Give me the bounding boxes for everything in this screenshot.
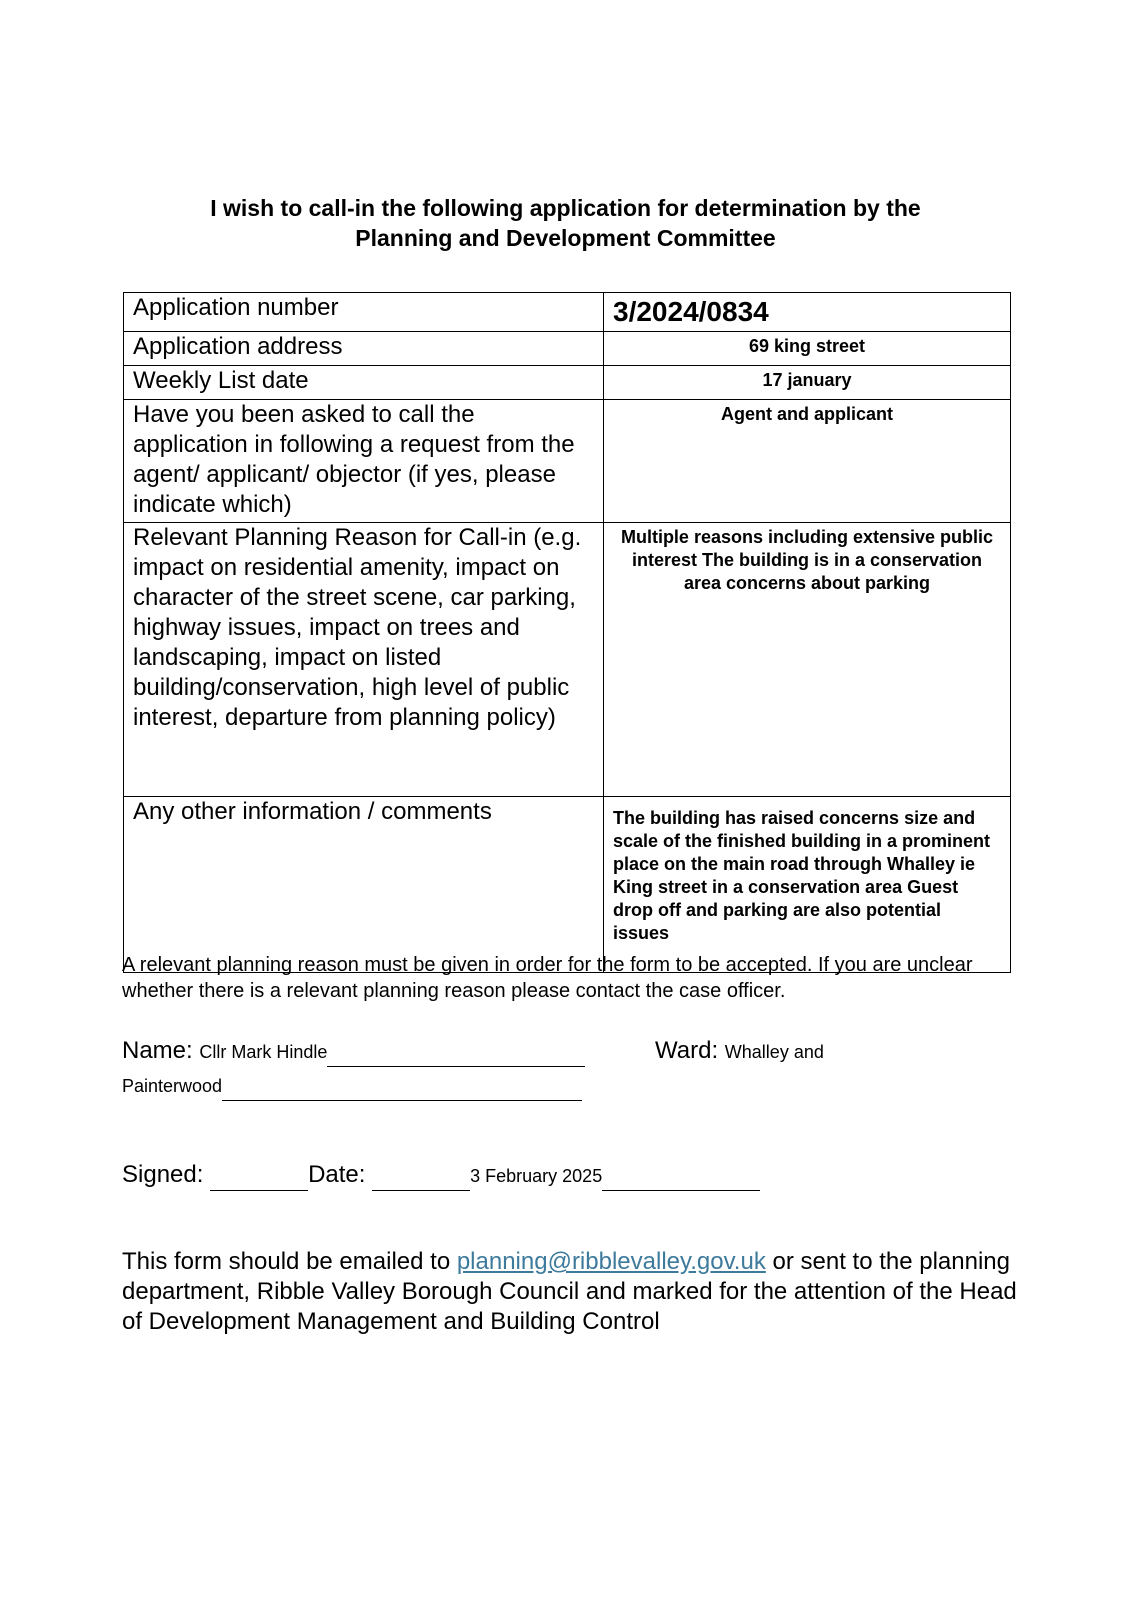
- date-underline-2: [602, 1160, 760, 1191]
- other-info-label: Any other information / comments: [124, 797, 604, 973]
- other-info-value: The building has raised concerns size and scale of the finished building in a prominent place on the main road through Whalley ie King street in a conservation area Guest drop off and parking are also potential issues: [604, 797, 1011, 973]
- application-address-value: 69 king street: [604, 332, 1011, 366]
- footer-prefix: This form should be emailed to: [122, 1248, 457, 1275]
- planning-reason-label: Relevant Planning Reason for Call-in (e.g. impact on residential amenity, impact on character of the street scene, car parking, highway issues, impact on trees and landscaping, impact on listed building/conservation, high level of public interest, departure from planning policy): [124, 523, 604, 797]
- ward-value-1: Whalley and: [724, 1042, 824, 1062]
- weekly-list-date-label: Weekly List date: [124, 366, 604, 400]
- form-title-line-1: I wish to call-in the following application for determination by the: [210, 195, 921, 221]
- request-from-value: Agent and applicant: [604, 400, 1011, 523]
- date-underline-1: [372, 1160, 470, 1191]
- planning-reason-value: Multiple reasons including extensive public interest The building is in a conservation area concerns about parking: [604, 523, 1011, 797]
- request-from-label: Have you been asked to call the application in following a request from the agent/ applicant/ objector (if yes, please indicate which): [124, 400, 604, 523]
- name-underline: [327, 1036, 585, 1067]
- ward-line: [655, 1036, 824, 1067]
- name-line: [122, 1036, 585, 1067]
- signed-underline: [210, 1160, 308, 1191]
- ward-underline: [222, 1070, 582, 1101]
- row-request-from: [124, 400, 1011, 523]
- name-label: Name:: [122, 1037, 193, 1064]
- row-weekly-list-date: [124, 366, 1011, 400]
- row-application-address: [124, 332, 1011, 366]
- call-in-form-table: [123, 292, 1011, 973]
- application-number-value: 3/2024/0834: [604, 293, 1011, 332]
- date-label: Date:: [308, 1161, 366, 1188]
- weekly-list-date-value: 17 january: [604, 366, 1011, 400]
- row-application-number: [124, 293, 1011, 332]
- planning-email-link[interactable]: planning@ribblevalley.gov.uk: [456, 1248, 766, 1275]
- submission-instructions: [122, 1247, 1022, 1337]
- planning-reason-note: A relevant planning reason must be given in order for the form to be accepted. If you are unclear whether there is a relevant planning reason please contact the case officer.: [122, 954, 973, 1002]
- form-title-line-2: Planning and Development Committee: [355, 225, 776, 251]
- application-address-label: Application address: [124, 332, 604, 366]
- signed-date-line: [122, 1160, 760, 1191]
- name-value: Cllr Mark Hindle: [199, 1042, 328, 1062]
- ward-label: Ward:: [655, 1037, 719, 1064]
- application-number-label: Application number: [124, 293, 604, 332]
- row-other-info: [124, 797, 1011, 973]
- date-value: 3 February 2025: [470, 1166, 603, 1186]
- ward-line-2: [122, 1070, 582, 1101]
- form-title: [122, 193, 1009, 253]
- signed-label: Signed:: [122, 1161, 204, 1188]
- ward-value-2: Painterwood: [122, 1076, 223, 1096]
- footer-suffix: or sent to the planning department, Ribble Valley Borough Council and marked for the attention of the Head of Development Management and Building Control: [122, 1248, 1017, 1335]
- row-planning-reason: [124, 523, 1011, 797]
